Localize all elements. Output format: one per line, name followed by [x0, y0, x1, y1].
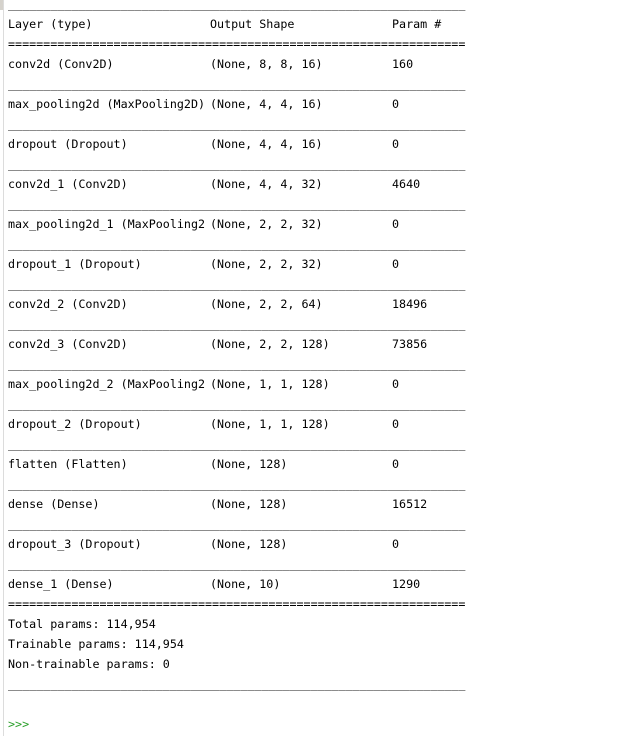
param-count-cell: 0 [392, 257, 400, 271]
param-count-cell: 18496 [392, 297, 428, 311]
layer-row [8, 454, 608, 474]
layer-row [8, 494, 608, 514]
separator-line: _________________________________________________________________ [8, 477, 466, 491]
param-count-cell: 0 [392, 217, 400, 231]
layer-name-cell: max_pooling2d_2 (MaxPooling2 [8, 377, 206, 391]
separator-line: _________________________________________________________________ [8, 437, 466, 451]
separator-line: _________________________________________________________________ [8, 317, 466, 331]
output-shape-cell: (None, 10) [210, 577, 281, 591]
layer-row [8, 134, 608, 154]
layer-row [8, 534, 608, 554]
param-count-cell: 0 [392, 137, 400, 151]
table-header-row [8, 14, 608, 34]
layer-row [8, 174, 608, 194]
total-params-line: Total params: 114,954 [8, 617, 156, 631]
header-output-shape: Output Shape [210, 17, 295, 31]
layer-row [8, 334, 608, 354]
param-count-cell: 0 [392, 537, 400, 551]
param-count-cell: 0 [392, 457, 400, 471]
output-shape-cell: (None, 4, 4, 16) [210, 97, 323, 111]
blank-line [8, 694, 608, 714]
layer-name-cell: dropout_1 (Dropout) [8, 257, 142, 271]
output-shape-cell: (None, 2, 2, 32) [210, 257, 323, 271]
param-count-cell: 160 [392, 57, 414, 71]
layer-row [8, 414, 608, 434]
layer-row [8, 294, 608, 314]
separator-line: _________________________________________________________________ [8, 517, 466, 531]
layer-row [8, 214, 608, 234]
header-layer-type: Layer (type) [8, 17, 93, 31]
separator-line: _________________________________________________________________ [8, 397, 466, 411]
layer-name-cell: flatten (Flatten) [8, 457, 128, 471]
param-count-cell: 16512 [392, 497, 428, 511]
separator-line: _________________________________________________________________ [8, 237, 466, 251]
param-count-cell: 0 [392, 97, 400, 111]
separator-line: _________________________________________________________________ [8, 557, 466, 571]
layer-name-cell: conv2d_2 (Conv2D) [8, 297, 128, 311]
output-shape-cell: (None, 1, 1, 128) [210, 377, 330, 391]
layer-name-cell: max_pooling2d (MaxPooling2D) [8, 97, 206, 111]
param-count-cell: 0 [392, 377, 400, 391]
separator-line: _________________________________________________________________ [8, 117, 466, 131]
layer-name-cell: max_pooling2d_1 (MaxPooling2 [8, 217, 206, 231]
layer-row [8, 54, 608, 74]
layer-name-cell: conv2d_3 (Conv2D) [8, 337, 128, 351]
layer-row [8, 94, 608, 114]
window-left-border [3, 0, 4, 736]
separator-line: _________________________________________________________________ [8, 157, 466, 171]
non-trainable-params-line: Non-trainable params: 0 [8, 657, 170, 671]
layer-name-cell: dropout_3 (Dropout) [8, 537, 142, 551]
layer-name-cell: dropout (Dropout) [8, 137, 128, 151]
separator-line: _________________________________________________________________ [8, 197, 466, 211]
output-shape-cell: (None, 2, 2, 64) [210, 297, 323, 311]
separator-double-line: ================================================================= [8, 597, 466, 611]
layer-name-cell: conv2d_1 (Conv2D) [8, 177, 128, 191]
layer-name-cell: dense (Dense) [8, 497, 100, 511]
param-count-cell: 73856 [392, 337, 428, 351]
output-shape-cell: (None, 128) [210, 457, 288, 471]
output-shape-cell: (None, 2, 2, 32) [210, 217, 323, 231]
python-prompt: >>> [8, 717, 30, 731]
output-shape-cell: (None, 1, 1, 128) [210, 417, 330, 431]
separator-line: _________________________________________________________________ [8, 357, 466, 371]
param-count-cell: 1290 [392, 577, 421, 591]
separator-line: _________________________________________________________________ [8, 0, 466, 11]
trainable-params-line: Trainable params: 114,954 [8, 637, 184, 651]
output-shape-cell: (None, 128) [210, 497, 288, 511]
layer-row [8, 374, 608, 394]
output-shape-cell: (None, 2, 2, 128) [210, 337, 330, 351]
layer-name-cell: dropout_2 (Dropout) [8, 417, 142, 431]
output-shape-cell: (None, 4, 4, 32) [210, 177, 323, 191]
param-count-cell: 4640 [392, 177, 421, 191]
separator-double-line: ================================================================= [8, 37, 466, 51]
param-count-cell: 0 [392, 417, 400, 431]
separator-line: _________________________________________________________________ [8, 77, 466, 91]
layer-row [8, 254, 608, 274]
output-shape-cell: (None, 128) [210, 537, 288, 551]
console-output-area[interactable] [8, 0, 608, 734]
output-shape-cell: (None, 4, 4, 16) [210, 137, 323, 151]
separator-line: _________________________________________________________________ [8, 277, 466, 291]
layer-name-cell: dense_1 (Dense) [8, 577, 114, 591]
header-param-count: Param # [392, 17, 442, 31]
layer-name-cell: conv2d (Conv2D) [8, 57, 114, 71]
separator-line: _________________________________________________________________ [8, 677, 466, 691]
output-shape-cell: (None, 8, 8, 16) [210, 57, 323, 71]
layer-row [8, 574, 608, 594]
